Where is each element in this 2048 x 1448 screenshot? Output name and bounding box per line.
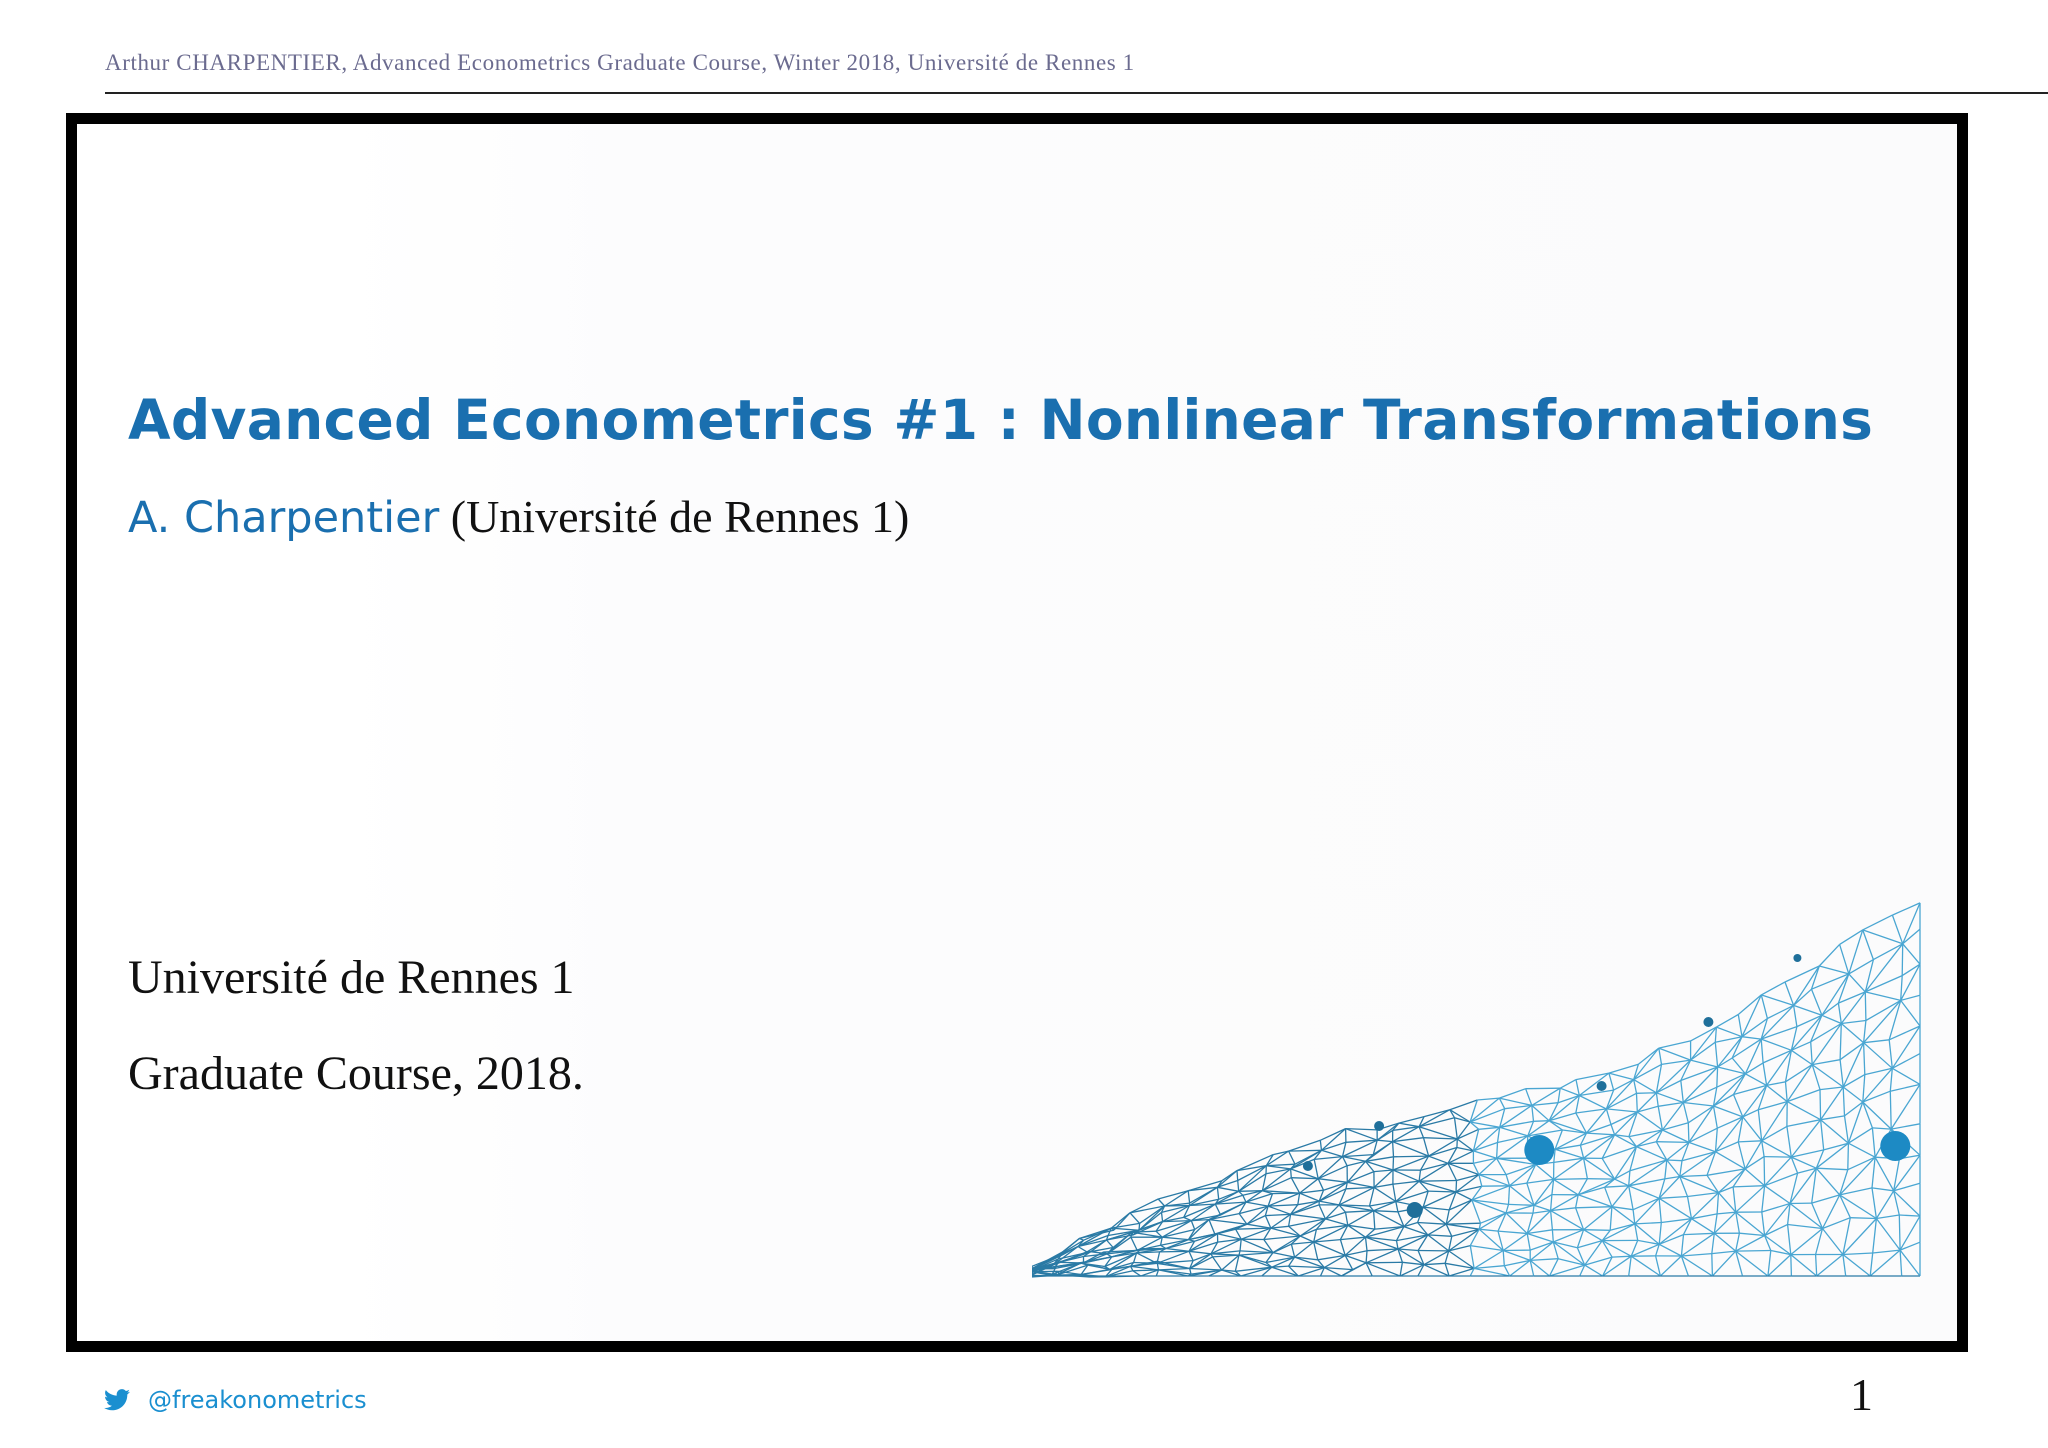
author-name: A. Charpentier — [128, 493, 440, 543]
course-text: Graduate Course, 2018. — [128, 1047, 584, 1100]
institution-text: Université de Rennes 1 — [128, 951, 575, 1004]
author-line — [128, 490, 909, 543]
page-number: 1 — [1850, 1369, 1873, 1420]
wireframe-mesh-graphic — [1032, 878, 1922, 1278]
twitter-bird-icon — [104, 1389, 130, 1411]
footer-handle[interactable] — [104, 1386, 367, 1414]
slide-title: Advanced Econometrics #1 : Nonlinear Transformations — [128, 388, 1874, 452]
page-header: Arthur CHARPENTIER, Advanced Econometrics Graduate Course, Winter 2018, Université de Rennes 1 — [105, 50, 1135, 75]
twitter-handle: @freakonometrics — [148, 1386, 367, 1414]
author-affiliation: (Université de Rennes 1) — [450, 491, 910, 542]
header-rule — [105, 92, 2048, 94]
